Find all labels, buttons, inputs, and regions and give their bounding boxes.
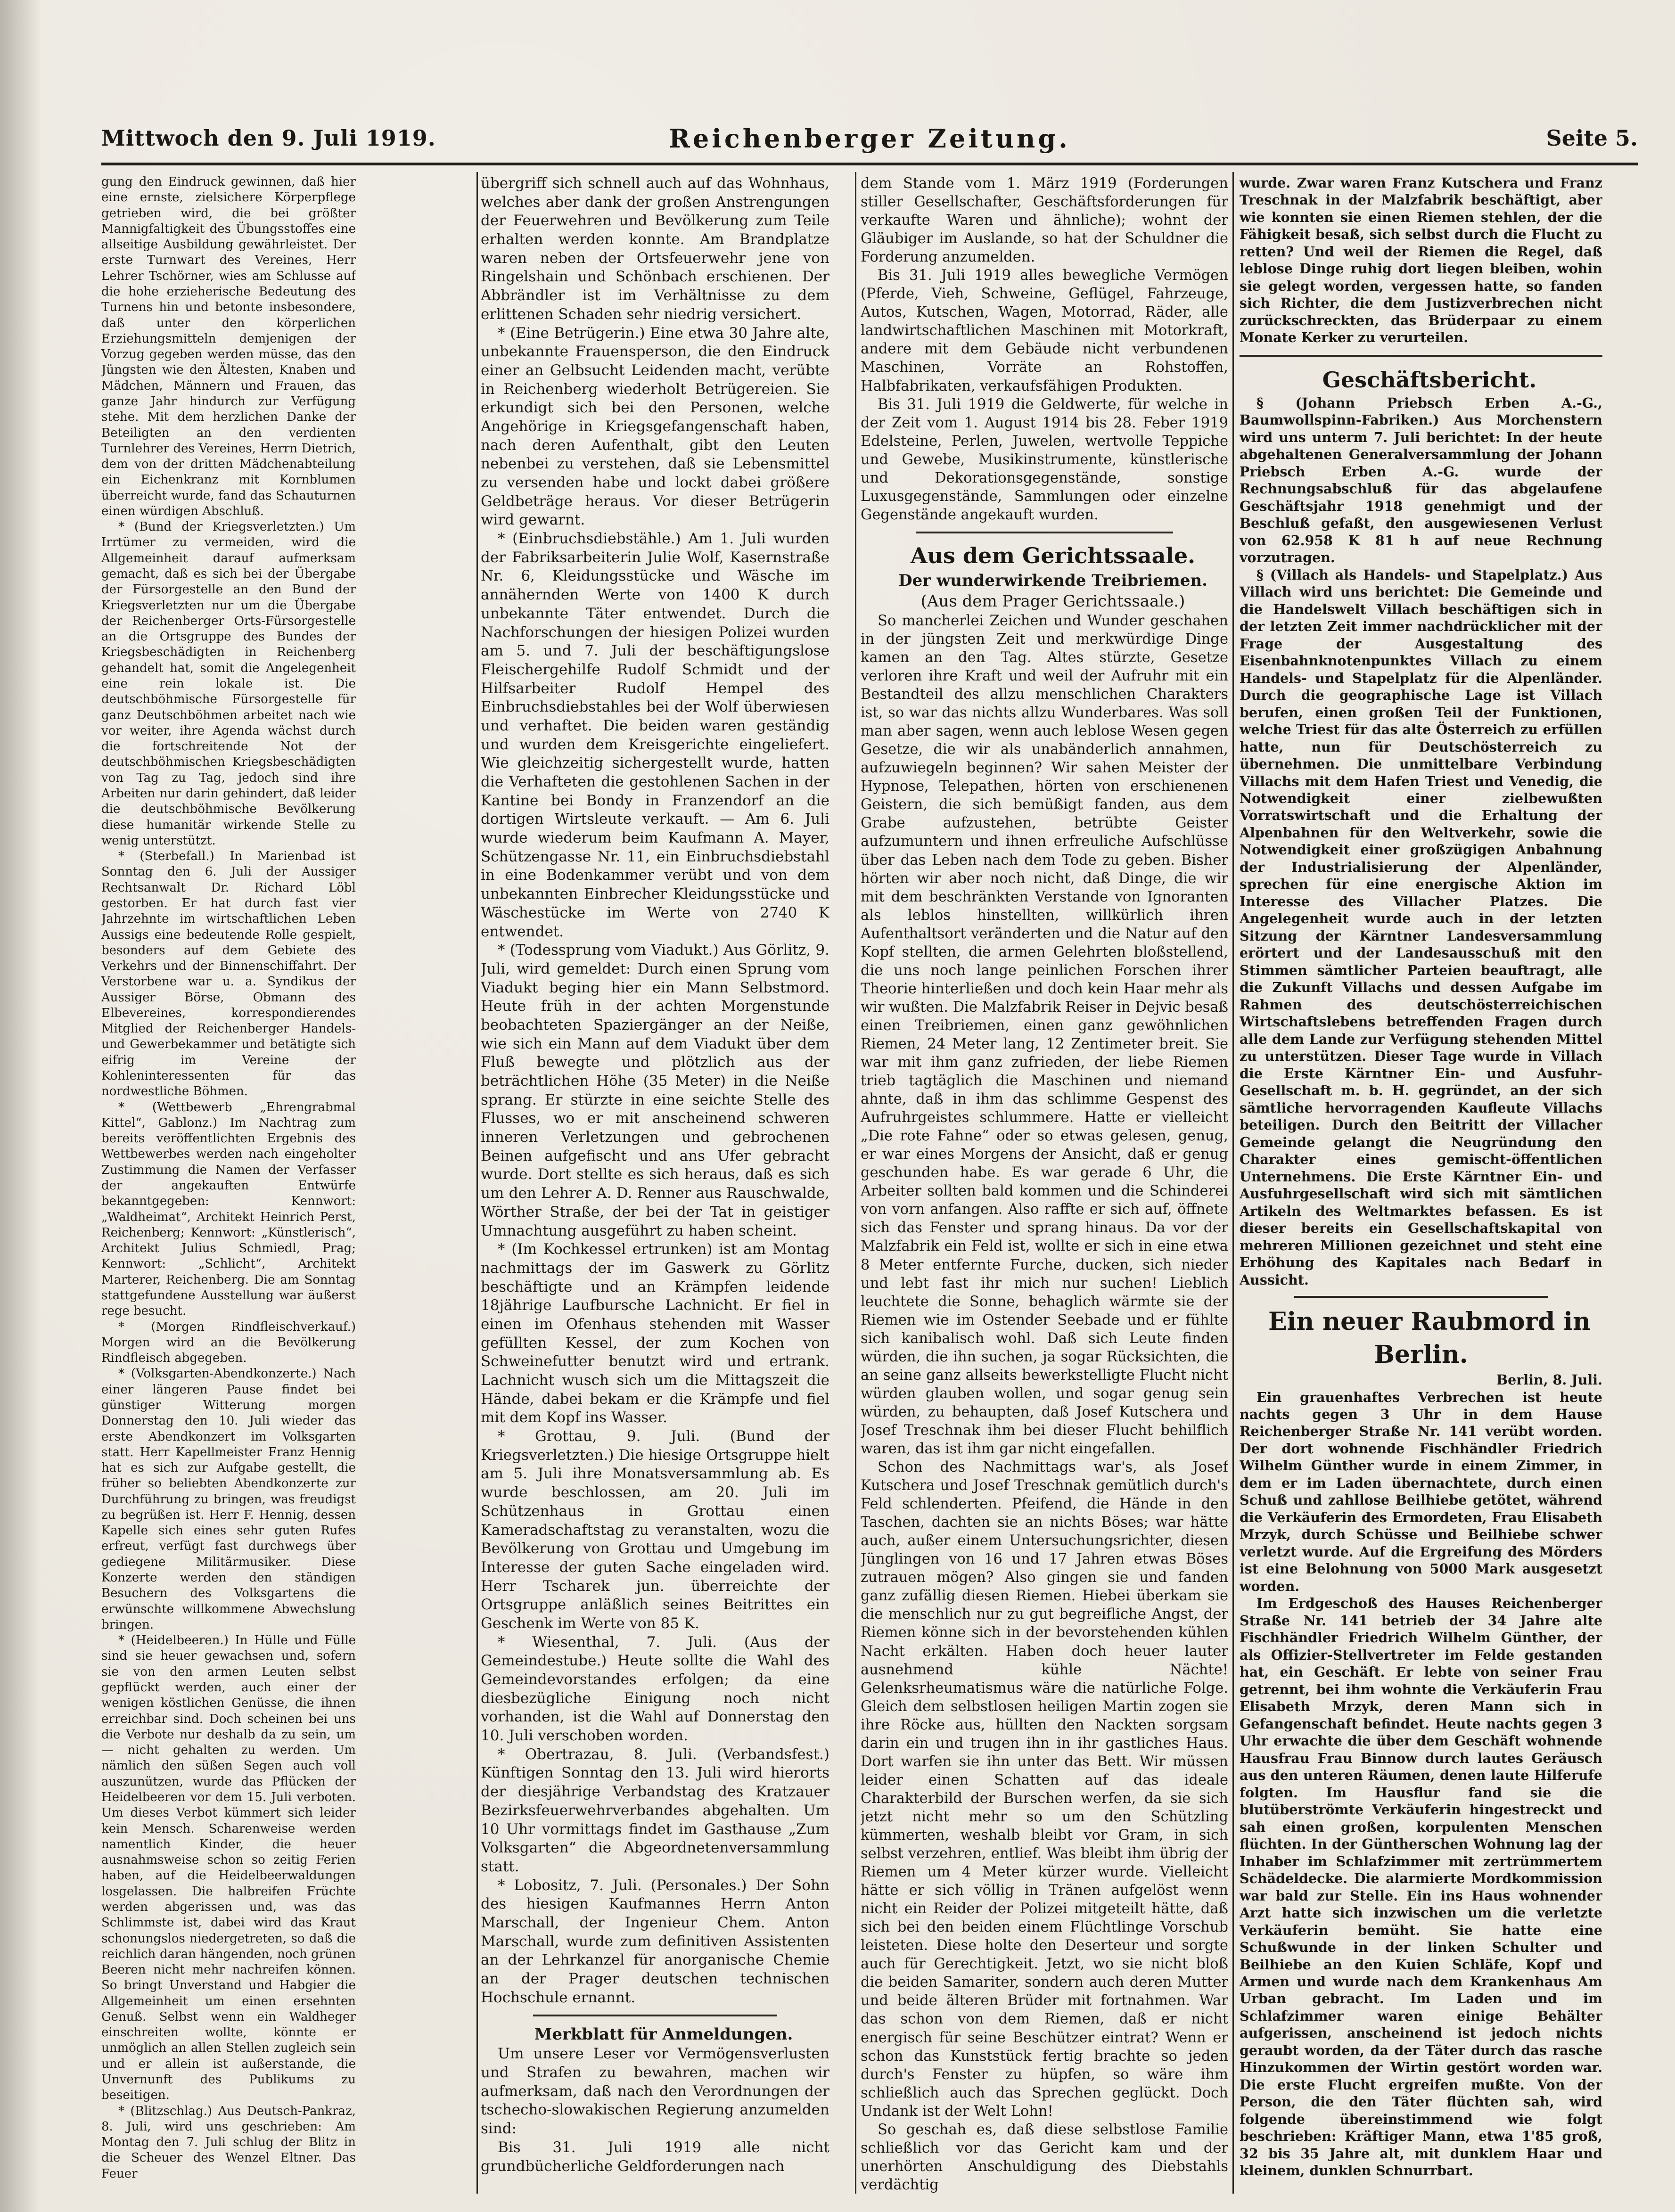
news-item: * (Todessprung vom Viadukt.) Aus Görlitz, 9. Juli, wird gemeldet: Durch einen Sprung vom Viadukt beging hier ein Mann Selbstmord. Heute früh in der achten Morgenstunde beobachteten Spaziergänger an der Neiße, wie sich ein Mann auf dem Viadukt über dem Fluß bewegte und plötzlich aus der beträchtlichen Höhe (35 Meter) in die Neiße sprang. Er stürzte in eine seichte Stelle des Flusses, wo er mit anscheinend schweren inneren Verletzungen und gebrochenen Beinen aufgefischt und ans Ufer gebracht wurde. Dort stellte es sich heraus, daß es sich um den Lehrer A. D. Renner aus Rauschwalde, Wörther Straße, der bei der Tat in geistiger Umnachtung ausgeführt zu haben scheint.: [481, 942, 829, 1239]
article-title: Der wunderwirkende Treibriemen.: [898, 571, 1207, 590]
masthead: Reichenberger Zeitung.: [669, 123, 1070, 154]
article-text: Schon des Nachmittags war's, als Josef Kutschera und Josef Treschnak gemütlich durch's Feld schlenderten. Pfeifend, die Hände in den Taschen, dachten sie an nichts Böses; war hätte auch, außer einem Untersuchungsrichter, diesen Jünglingen von 16 und 17 Jahren etwas Böses zutrauen mögen? Also gingen sie und fanden ganz zufällig diesen Riemen. Hiebei überkam sie die menschlich nur zu gut begreifliche Angst, der Riemen könne sich in der bevorstehenden kühlen Nacht erkälten. Haben doch heuer lauter ausnehmend kühle Nächte! Gelenksrheumatismus wäre die natürliche Folge. Gleich dem selbstlosen heiligen Martin zogen sie ihre Röcke aus, hüllten den Nackten sorgsam darin ein und trugen ihn in ihr gastliches Haus. Dort warfen sie ihn unter das Bett. Wir müssen leider einen Schatten auf das ideale Charakterbild der Burschen werfen, da sie sich jetzt nicht mehr so um den Schützling kümmerten, weshalb bleibt vor Gram, in sich selbst verzehren, entlief. Was bleibt ihm übrig der Riemen um 4 Meter kürzer wurde. Vielleicht hätte er sich völlig in Tränen aufgelöst wenn nicht ein Reider der Polizei mitgeteilt hätte, daß sich bei den beiden einem Flüchtlinge Vorschub leisteten. Diese holte den Deserteur und sorgte auch für Gerechtigkeit. Jetzt, wo sie nicht bloß die beiden Samariter, sondern auch deren Mutter und beide älteren Brüder mit fortnahmen. War das schon von dem Riemen, daß er nicht energisch für seine Beschützer eintrat? Wenn er schon das Kunststück fertig brachte so jeden durch's Fenster zu hüpfen, so wäre ihm schließlich auch das Sprechen geglückt. Doch Undank ist der Welt Lohn!: [861, 1459, 1228, 2120]
news-item: * (Im Kochkessel ertrunken) ist am Montag nachmittags der im Gaswerk zu Görlitz beschäftigte und an Krämpfen leidende 18jährige Laufbursche Lachnicht. Er fiel in einen im Ofenhaus stehenden mit Wasser gefüllten Kessel, der zum Kochen von Schweinefutter benutzt wird und ertrank. Lachnicht wusch sich um die Mittagszeit die Hände, dabei bekam er die Krämpfe und fiel mit dem Kopf ins Wasser.: [481, 1241, 829, 1426]
news-item: § (Villach als Handels- und Stapelplatz.) Aus Villach wird uns berichtet: Die Gemeinde und die Handelswelt Villach beschäftigen sich in der letzten Zeit immer nachdrücklicher mit der Frage der Ausgestaltung des Eisenbahnknotenpunktes Villach zu einem Handels- und Stapelplatz für die Alpenländer. Durch die geographische Lage ist Villach berufen, einen großen Teil der Funktionen, welche Triest für das alte Österreich zu erfüllen hatte, nun für Deutschösterreich zu übernehmen. Die unmittelbare Verbindung Villachs mit dem Hafen Triest und Venedig, die Notwendigkeit einer zielbewußten Vorratswirtschaft und die Erhaltung der Alpenbahnen für den Weltverkehr, sowie die Notwendigkeit einer großzügigen Anbahnung der Industrialisierung der Alpenländer, sprechen für eine energische Aktion im Interesse des Villacher Platzes. Die Angelegenheit wurde auch in der letzten Sitzung der Kärntner Landesversammlung erörtert und der Landesausschuß mit den Stimmen sämtlicher Parteien beauftragt, alle die Zukunft Villachs und dessen Aufgabe im Rahmen des deutschösterreichischen Wirtschaftslebens betreffenden Fragen durch alle dem Lande zur Verfügung stehenden Mittel zu unterstützen. Dieser Tage wurde in Villach die Erste Kärntner Ein- und Ausfuhr-Gesellschaft m. b. H. gegründet, an der sich sämtliche hervorragenden Kaufleute Villachs beteiligen. Durch den Beitritt der Villacher Gemeinde gelangt die Neugründung den Charakter eines gemischt-öffentlichen Unternehmens. Die Erste Kärntner Ein- und Ausfuhrgesellschaft wird sich mit sämtlichen Artikeln des Weltmarktes befassen. Es ist dieser bereits ein Gesellschaftskapital von mehreren Millionen gezeichnet und steht eine Erhöhung des Kapitales nach Bedarf in Aussicht.: [1240, 566, 1602, 1288]
column-divider: [476, 172, 478, 2194]
header-rule: [101, 163, 1638, 165]
dateline: Berlin, 8. Juli.: [1496, 1372, 1602, 1388]
news-item: * (Morgen Rindfleischverkauf.) Morgen wird an die Bevölkerung Rindfleisch abgegeben.: [101, 1319, 356, 1366]
news-item: * Obertrazau, 8. Juli. (Verbandsfest.) Künftigen Sonntag den 13. Juli wird hierorts der diesjährige Verbandstag des Kratzauer Bezirksfeuerwehrverbandes abgehalten. Um 10 Uhr vormittags findet im Gasthause „Zum Volksgarten“ die Abgeordnetenversammlung statt.: [481, 1745, 829, 1875]
column-3: [861, 174, 1228, 2196]
news-item: * (Volksgarten-Abendkonzerte.) Nach einer längeren Pause findet bei günstiger Witterung morgen Donnerstag den 10. Juli wieder das erste Abendkonzert im Volksgarten statt. Herr Kapellmeister Franz Hennig hat es sich zur Aufgabe gestellt, die früher so beliebten Abendkonzerte zur Durchführung zu bringen, was freudigst zu begrüßen ist. Herr F. Hennig, dessen Kapelle sich eines sehr guten Rufes erfreut, verfügt fast durchwegs über gediegene Militärmusiker. Diese Konzerte werden den ständigen Besuchern des Volksgartens die erwünschte willkommene Abwechslung bringen.: [101, 1367, 356, 1632]
news-item: * (Sterbefall.) In Marienbad ist Sonntag den 6. Juli der Aussiger Rechtsanwalt Dr. Richard Löbl gestorben. Er hat durch fast vier Jahrzehnte im wirtschaftlichen Leben Aussigs eine bedeutende Rolle gespielt, besonders auf dem Gebiete des Verkehrs und der Binnenschiffahrt. Der Verstorbene war u. a. Syndikus der Aussiger Börse, Obmann des Elbevereines, korrespondierendes Mitglied der Reichenberger Handels- und Gewerbekammer und betätigte sich eifrig im Vereine der Kohleninteressenten für das nordwestliche Böhmen.: [101, 849, 356, 1099]
news-item: * Grottau, 9. Juli. (Bund der Kriegsverletzten.) Die hiesige Ortsgruppe hielt am 5. Juli ihre Monatsversammlung ab. Es wurde beschlossen, am 20. Juli im Schützenhaus in Grottau einen Kameradschaftstag zu veranstalten, wozu die Bevölkerung von Grottau und Umgebung im Interesse der guten Sache eingeladen wird. Herr Tscharek jun. überreichte der Ortsgruppe anläßlich seines Beitrittes ein Geschenk im Werte von 85 K.: [481, 1428, 829, 1632]
news-item: * (Einbruchsdiebstähle.) Am 1. Juli wurden der Fabriksarbeiterin Julie Wolf, Kasernstraße Nr. 6, Kleidungsstücke und Wäsche im annähernden Werte von 1400 K durch unbekannte Täter entwendet. Durch die Nachforschungen der hiesigen Polizei wurden am 5. und 7. Juli der beschäftigungslose Fleischergehilfe Rudolf Schmidt und der Hilfsarbeiter Rudolf Hempel des Einbruchsdiebstahles bei der Wolf überwiesen und verhaftet. Die beiden waren geständig und wurden dem Kreisgerichte eingeliefert. Wie gleichzeitig sichergestellt wurde, hatten die Verhafteten die gestohlenen Sachen in der Kantine bei Bondy in Franzendorf an die dortigen Wirtsleute verkauft. — Am 6. Juli wurde wiederum beim Kaufmann A. Mayer, Schützengasse Nr. 11, ein Einbruchsdiebstahl in eine Bodenkammer verübt und von dem unbekannten Einbrecher Kleidungsstücke und Wäschestücke im Werte von 2740 K entwendet.: [481, 530, 829, 940]
issue-date: Mittwoch den 9. Juli 1919.: [101, 125, 436, 151]
column-divider: [1232, 172, 1234, 2194]
article-text: So geschah es, daß diese selbstlose Familie schließlich vor das Gericht kam und der unerhörten Anschuldigung des Diebstahls verdächtig: [861, 2121, 1228, 2193]
news-item: * (Wettbewerb „Ehrengrabmal Kittel“, Gablonz.) Im Nachtrag zum bereits veröffentlichten Ergebnis des Wettbewerbes werden nach eingeholter Zustimmung die Namen der Verfasser der angekauften Entwürfe bekanntgegeben: Kennwort: „Waldheimat“, Architekt Heinrich Perst, Reichenberg; Kennwort: „Künstlerisch“, Architekt Julius Schmiedl, Prag; Kennwort: „Schlicht“, Architekt Marterer, Reichenberg. Die am Sonntag stattgefundene Ausstellung war äußerst rege besucht.: [101, 1100, 356, 1319]
column-2: [481, 174, 829, 2196]
column-4: [1240, 174, 1602, 2196]
article-text: gung den Eindruck gewinnen, daß hier eine ernste, zielsichere Körperpflege getrieben wird, die bei größter Mannigfaltigkeit des Übungsstoffes eine allseitige Ausbildung gewährleistet. Der erste Turnwart des Vereines, Herr Lehrer Tschörner, wies am Schlusse auf die hohe erzieherische Bedeutung des Turnens hin und betonte insbesondere, daß unter den körperlichen Erziehungsmitteln demjenigen der Vorzug gegeben werden müsse, das den Jüngsten wie den Ältesten, Knaben und Mädchen, Männern und Frauen, das ganze Jahr hindurch zur Verfügung stehe. Mit dem herzlichen Danke der Beteiligten an den verdienten Turnlehrer des Vereines, Herrn Dietrich, dem von der dritten Mädchenabteilung ein Eichenkranz mit Kornblumen überreicht wurde, fand das Schauturnen einen würdigen Abschluß.: [101, 175, 356, 518]
article-text: Bis 31. Juli 1919 alle nicht grundbücherliche Geldforderungen nach: [481, 2138, 829, 2175]
section-rule: [1240, 355, 1602, 357]
news-item: § (Johann Priebsch Erben A.-G., Baumwollspinn-Fabriken.) Aus Morchenstern wird uns unterm 7. Juli berichtet: In der heute abgehaltenen Generalversammlung der Johann Priebsch Erben A.-G. wurde der Rechnungsabschluß für das abgelaufene Geschäftsjahr 1918 genehmigt und der Beschluß gefaßt, den ausgewiesenen Verlust von 62.958 K 81 h auf neue Rechnung vorzutragen.: [1240, 394, 1602, 566]
article-text: Ein grauenhaftes Verbrechen ist heute nachts gegen 3 Uhr in dem Hause Reichenberger Straße Nr. 141 verübt worden. Der dort wohnende Fischhändler Friedrich Wilhelm Günther wurde in einem Zimmer, in dem er im Laden übernachtete, durch einen Schuß und zahllose Beilhiebe getötet, während die Verkäuferin des Ermordeten, Frau Elisabeth Mrzyk, durch Schüsse und Beilhiebe schwer verletzt wurde. Auf die Ergreifung des Mörders ist eine Belohnung von 5000 Mark ausgesetzt worden.: [1240, 1389, 1602, 1594]
article-text: dem Stande vom 1. März 1919 (Forderungen stiller Gesellschafter, Geschäftsforderungen für verkaufte Waren und ähnliche); wohnt der Gläubiger im Auslande, so hat der Schuldner die Forderung anzumelden.: [861, 175, 1228, 266]
article-text: Bis 31. Juli 1919 alles bewegliche Vermögen (Pferde, Vieh, Schweine, Geflügel, Fahrzeuge, Autos, Kutschen, Wagen, Motorrad, Räder, alle landwirtschaftlichen Maschinen mit Motorkraft, andere mit dem Gebäude nicht verbundenen Maschinen, Vorräte an Rohstoffen, Halbfabrikaten, verkaufsfähigen Produkten.: [861, 267, 1228, 394]
article-text: übergriff sich schnell auch auf das Wohnhaus, welches aber dank der großen Anstrengungen der Feuerwehren und Bevölkerung zum Teile erhalten werden konnte. Am Brandplatze waren neben der Ortsfeuerwehr jene von Ringelshain und Schönbach erschienen. Der Abbrändler ist im Verhältnisse zu dem erlittenen Schaden sehr niedrig versichert.: [481, 175, 829, 323]
article-text: wurde. Zwar waren Franz Kutschera und Franz Treschnak in der Malzfabrik beschäftigt, aber wie konnten sie einen Riemen stehlen, der die Fähigkeit besaß, sich selbst durch die Flucht zu retten? Und weil der Riemen die Regel, daß leblose Dinge ruhig dort liegen bleiben, wohin sie gelegt worden, vergessen hatte, so fanden sich Richter, die dem Justizverbrechen nicht zurückschreckten, das Brüderpaar zu einem Monate Kerker zu verurteilen.: [1240, 175, 1602, 346]
column-divider: [855, 172, 856, 2194]
section-rule: [533, 2015, 777, 2016]
section-heading: Merkblatt für Anmeldungen.: [534, 2025, 793, 2044]
column-1: [101, 174, 356, 2196]
article-text: Im Erdgeschoß des Hauses Reichenberger Straße Nr. 141 betrieb der 34 Jahre alte Fischhändler Friedrich Wilhelm Günther, der als Offizier-Stellvertreter im Felde gestanden hat, ein Geschäft. Er lebte von seiner Frau getrennt, bei ihm wohnte die Verkäuferin Frau Elisabeth Mrzyk, deren Mann sich in Gefangenschaft befindet. Heute nachts gegen 3 Uhr erwachte die über dem Geschäft wohnende Hausfrau Frau Binnow durch lautes Geräusch aus den unteren Räumen, denen laute Hilferufe folgten. Im Hausflur fand sie die blutüberströmte Verkäuferin hingestreckt und sah einen großen, korpulenten Menschen flüchten. In der Güntherschen Wohnung lag der Inhaber im Schlafzimmer mit zertrümmertem Schädeldecke. Die alarmierte Mordkommission war bald zur Stelle. Ein ins Haus wohnender Arzt hatte sich inzwischen um die verletzte Verkäuferin bemüht. Sie hatte eine Schußwunde in der linken Schulter und Beilhiebe an den Kuien Schläfe, Kopf und Armen und wurde nach dem Krankenhaus Am Urban gebracht. Im Laden und im Schlafzimmer waren einige Behälter aufgerissen, anscheinend ist jedoch nichts geraubt worden, da der Täter durch das rasche Hinzukommen der Wirtin gestört worden war. Die erste Flucht ergreifen mußte. Von der Person, die den Täter flüchten sah, wird folgende übereinstimmend wie folgt beschrieben: Kräftiger Mann, etwa 1'85 groß, 32 bis 35 Jahre alt, mit dunklem Haar und kleinem, dunklen Schnurrbart.: [1240, 1595, 1602, 2179]
page-binding-edge: [0, 0, 40, 2212]
news-item: * (Bund der Kriegsverletzten.) Um Irrtümer zu vermeiden, wird die Allgemeinheit darauf aufmerksam gemacht, daß es sich bei der Übergabe der Fürsorgestelle an den Bund der Kriegsverletzten nur um die Übergabe der Reichenberger Orts-Fürsorgestelle an die Ortsgruppe des Bundes der Kriegsbeschädigten in Reichenberg gehandelt hat, somit die Angelegenheit eine rein lokale ist. Die deutschböhmische Fürsorgestelle für ganz Deutschböhmen arbeitet nach wie vor weiter, ihre Agenda wächst durch die fortschreitende Not der deutschböhmischen Kriegsbeschädigten von Tag zu Tag, jedoch sind ihre Arbeiten nur darin gehindert, daß leider die deutschböhmische Bevölkerung diese humanitär wirkende Stelle zu wenig unterstützt.: [101, 520, 356, 848]
news-item: * Wiesenthal, 7. Juli. (Aus der Gemeindestube.) Heute sollte die Wahl des Gemeindevorstandes erfolgen; da eine diesbezügliche Einigung noch nicht vorhanden, ist die Wahl auf Donnerstag den 10. Juli verschoben worden.: [481, 1633, 829, 1745]
article-text: So mancherlei Zeichen und Wunder geschahen in der jüngsten Zeit und merkwürdige Dinge kamen an den Tag. Altes stürzte, Gesetze verloren ihre Kraft und weil der Aufruhr mit ein Bestandteil des allzu menschlichen Charakters ist, so war das nichts allzu Wunderbares. Was soll man aber sagen, wenn auch leblose Wesen gegen Gesetze, die wir als unabänderlich annahmen, aufzuwiegeln beginnen? Wir sahen Meister der Hypnose, Telepathen, hörten von erschienenen Geistern, die sich bemüßigt fanden, aus dem Grabe aufzustehen, betrübte Geister aufzumuntern und ihnen erfreuliche Aufschlüsse über das Leben nach dem Tode zu geben. Bisher hörten wir aber noch nicht, daß Dinge, die wir mit dem beschränkten Verstande von Ignoranten als leblos hinstellten, willkürlich ihren Aufenthaltsort veränderten und die Natur auf den Kopf stellten, die armen Gelehrten bloßstellend, die uns noch lange peinlichen Forschen ihrer Theorie hinterließen und doch kein Haar mehr als wir wußten. Die Malzfabrik Reiser in Dejvic besaß einen Treibriemen, einen ganz gewöhnlichen Riemen, 24 Meter lang, 12 Zentimeter breit. Sie war mit ihm ganz zufrieden, der liebe Riemen trieb tagtäglich die Maschinen und niemand ahnte, daß in ihm das schlimme Gespenst des Aufruhrgeistes schlummere. Hatte er vielleicht „Die rote Fahne“ oder so etwas gelesen, genug, er war eines Morgens der Ansicht, daß er genug geschunden habe. Es war gerade 6 Uhr, die Arbeiter sollten bald kommen und die Schinderei von vorn anfangen. Also raffte er sich auf, öffnete sich das Fenster und sprang hinaus. Da vor der Malzfabrik ein Feld ist, wollte er sich in eine etwa 8 Meter entfernte Furche, ducken, sich nieder und lebt fast ihr mich nur suchen! Lieblich leuchtete die Sonne, behaglich wärmte sie der Riemen wie im Ostender Seebade und er fühlte sich kanibalisch wohl. Daß sich Leute finden würden, die ihn suchen, ja sogar Rücksichten, die an seine ganz allseits bewerkstelligte Flucht nicht würden glauben wollen, und sogar genug sein würden, zu behaupten, daß Josef Kutschera und Josef Treschnak ihm bei dieser Flucht behilflich waren, das ist ihm gar nicht eingefallen.: [861, 612, 1228, 1457]
section-rule: [916, 532, 1173, 533]
article-source: (Aus dem Prager Gerichtssaale.): [920, 591, 1185, 611]
news-item: * (Blitzschlag.) Aus Deutsch-Pankraz, 8. Juli, wird uns geschrieben: Am Montag den 7. Juli schlug der Blitz in die Scheuer des Wenzel Eltner. Das Feuer: [101, 2104, 356, 2181]
article-text: Um unsere Leser vor Vermögensverlusten und Strafen zu bewahren, machen wir aufmerksam, daß nach den Verordnungen der tschecho-slowakischen Regierung anzumelden sind:: [481, 2045, 829, 2138]
section-rule: [1294, 1296, 1548, 1298]
section-heading: Geschäftsbericht.: [1322, 367, 1537, 393]
article-text: Bis 31. Juli 1919 die Geldwerte, für welche in der Zeit vom 1. August 1914 bis 28. Feber 1919 Edelsteine, Perlen, Juwelen, wertvolle Teppiche und Gewebe, Musikinstrumente, künstlerische und Dekorationsgegenstände, sonstige Luxusgegenstände, Sammlungen oder einzelne Gegenstände angekauft wurden.: [861, 396, 1228, 523]
news-item: * (Heidelbeeren.) In Hülle und Fülle sind sie heuer gewachsen und, sofern sie von den armen Leuten selbst gepflückt werden, auch einer der wenigen köstlichen Genüsse, die ihnen erreichbar sind. Doch scheinen bei uns die Verbote nur deshalb da zu sein, um — nicht gehalten zu werden. Um nämlich den süßen Segen auch voll auszunützen, wurde das Pflücken der Heidelbeeren vor dem 15. Juli verboten. Um dieses Verbot kümmert sich leider kein Mensch. Scharenweise werden namentlich Kinder, die heuer ausnahmsweise schon so zeitig Ferien haben, auf die Heidelbeerwaldungen losgelassen. Die halbreifen Früchte werden abgerissen und, was das Schlimmste ist, dabei wird das Kraut schonungslos niedergetreten, so daß die reichlich daran hängenden, noch grünen Beeren nicht mehr nachreifen können. So bringt Unverstand und Habgier die Allgemeinheit um einen ersehnten Genuß. Selbst wenn ein Waldheger einschreiten wollte, könnte er unmöglich an allen Stellen zugleich sein und er allein ist außerstande, die Unvernunft des Publikums zu beseitigen.: [101, 1633, 356, 2103]
section-heading: Aus dem Gerichtssaale.: [910, 542, 1196, 568]
page-number: Seite 5.: [1546, 125, 1638, 151]
news-item: * (Eine Betrügerin.) Eine etwa 30 Jahre alte, unbekannte Frauensperson, die den Eindruck einer an Gelbsucht Leidenden macht, verübte in Reichenberg wiederholt Betrügereien. Sie erkundigt sich bei den Personen, welche Angehörige in Kriegsgefangenschaft haben, nach deren Aufenthalt, gibt den Leuten nebenbei zu verstehen, daß sie Lebensmittel zu versenden habe und lockt dabei größere Geldbeträge heraus. Vor dieser Betrügerin wird gewarnt.: [481, 324, 829, 529]
news-item: * Lobositz, 7. Juli. (Personales.) Der Sohn des hiesigen Kaufmannes Herrn Anton Marschall, der Ingenieur Chem. Anton Marschall, wurde zum definitiven Assistenten an der Lehrkanzel für anorganische Chemie an der Prager deutschen technischen Hochschule ernannt.: [481, 1876, 829, 2006]
page-header: [101, 123, 1638, 156]
article-headline: Ein neuer Raubmord in Berlin.: [1268, 1307, 1591, 1369]
